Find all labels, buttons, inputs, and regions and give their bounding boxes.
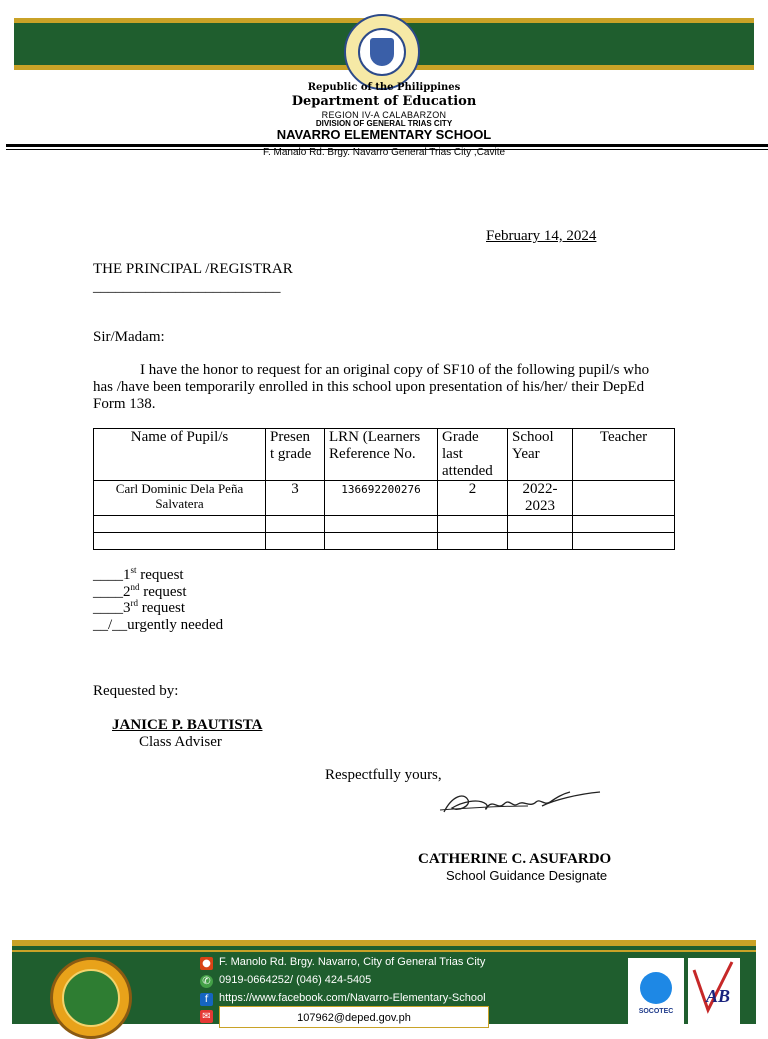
socotec-cert-badge: [628, 958, 684, 1024]
svg-text:AB: AB: [706, 986, 731, 1006]
cell-name: Carl Dominic Dela Peña Salvatera: [94, 481, 266, 516]
socotec-label: SOCOTEC: [638, 1008, 674, 1015]
table-row: [94, 481, 675, 516]
closing-text: Respectfully yours,: [325, 767, 442, 783]
school-seal-inner-icon: [62, 969, 120, 1027]
cell-year: 2022- 2023: [508, 481, 573, 516]
letter-recipient: THE PRINCIPAL /REGISTRAR: [93, 261, 293, 277]
footer-address: F. Manolo Rd. Brgy. Navarro, City of General Trias City: [219, 956, 486, 968]
footer-email[interactable]: 107962@deped.gov.ph: [219, 1006, 489, 1028]
handwritten-signature-icon: [438, 786, 604, 820]
request-3rd: ____3rd request: [93, 598, 186, 616]
header-department: Department of Education: [291, 94, 477, 109]
jab-logo-icon: [688, 958, 740, 1024]
request-urgent: __/__urgently needed: [93, 617, 224, 633]
signer-title: School Guidance Designate: [446, 868, 608, 883]
pupils-table: [93, 428, 675, 550]
location-pin-icon: ●: [200, 957, 213, 970]
th-grade-last: Grade last attended: [438, 429, 508, 481]
request-1st: ____1st request: [93, 565, 184, 583]
header-region: REGION IV-A CALABARZON: [321, 110, 447, 120]
mail-icon: ✉: [200, 1010, 213, 1023]
header-school: NAVARRO ELEMENTARY SCHOOL: [276, 127, 492, 142]
header-address: F. Manalo Rd. Brgy. Navarro General Trias City ,Cavite: [262, 147, 506, 158]
letter-body-line3: Form 138.: [93, 396, 156, 412]
letter-date: February 14, 2024: [486, 228, 597, 244]
letter-body-line2: has /have been temporarily enrolled in this school upon presentation of his/her/ their DepEd: [93, 379, 645, 395]
cell-grade: 2: [438, 481, 508, 516]
footer-phone: 0919-0664252/ (046) 424-5405: [219, 974, 372, 986]
th-lrn: LRN (Learners Reference No.: [325, 429, 438, 481]
table-header-row: [94, 429, 675, 481]
adviser-name: JANICE P. BAUTISTA: [112, 717, 263, 733]
requested-by-label: Requested by:: [93, 683, 179, 699]
jab-cert-badge: [688, 958, 740, 1024]
cell-present: 3: [266, 481, 325, 516]
signer-name: CATHERINE C. ASUFARDO: [418, 851, 612, 867]
adviser-title: Class Adviser: [139, 734, 222, 750]
th-name: Name of Pupil/s: [94, 429, 266, 481]
th-teacher: Teacher: [573, 429, 675, 481]
footer-gold-stripe: [12, 940, 756, 946]
letter-recipient-line: _________________________: [93, 279, 281, 295]
facebook-icon: f: [200, 993, 213, 1006]
deped-seal-shield-icon: [370, 38, 394, 66]
header-division: DIVISION OF GENERAL TRIAS CITY: [315, 119, 453, 128]
th-school-year: School Year: [508, 429, 573, 481]
footer-gold-stripe-thin: [12, 950, 756, 952]
cell-lrn: 136692200276: [325, 481, 438, 516]
letter-salutation: Sir/Madam:: [93, 329, 165, 345]
th-present-grade: Presen t grade: [266, 429, 325, 481]
table-row: [94, 533, 675, 550]
table-row: [94, 516, 675, 533]
cell-teacher: [573, 481, 675, 516]
request-2nd: ____2nd request: [93, 582, 187, 600]
socotec-logo-icon: [640, 972, 672, 1004]
letter-body-line1: I have the honor to request for an original copy of SF10 of the following pupil/s who: [140, 362, 650, 378]
header-republic: Republic of the Philippines: [307, 82, 461, 93]
phone-icon: ✆: [200, 975, 213, 988]
footer-facebook[interactable]: https://www.facebook.com/Navarro-Elementary-School: [219, 992, 486, 1004]
